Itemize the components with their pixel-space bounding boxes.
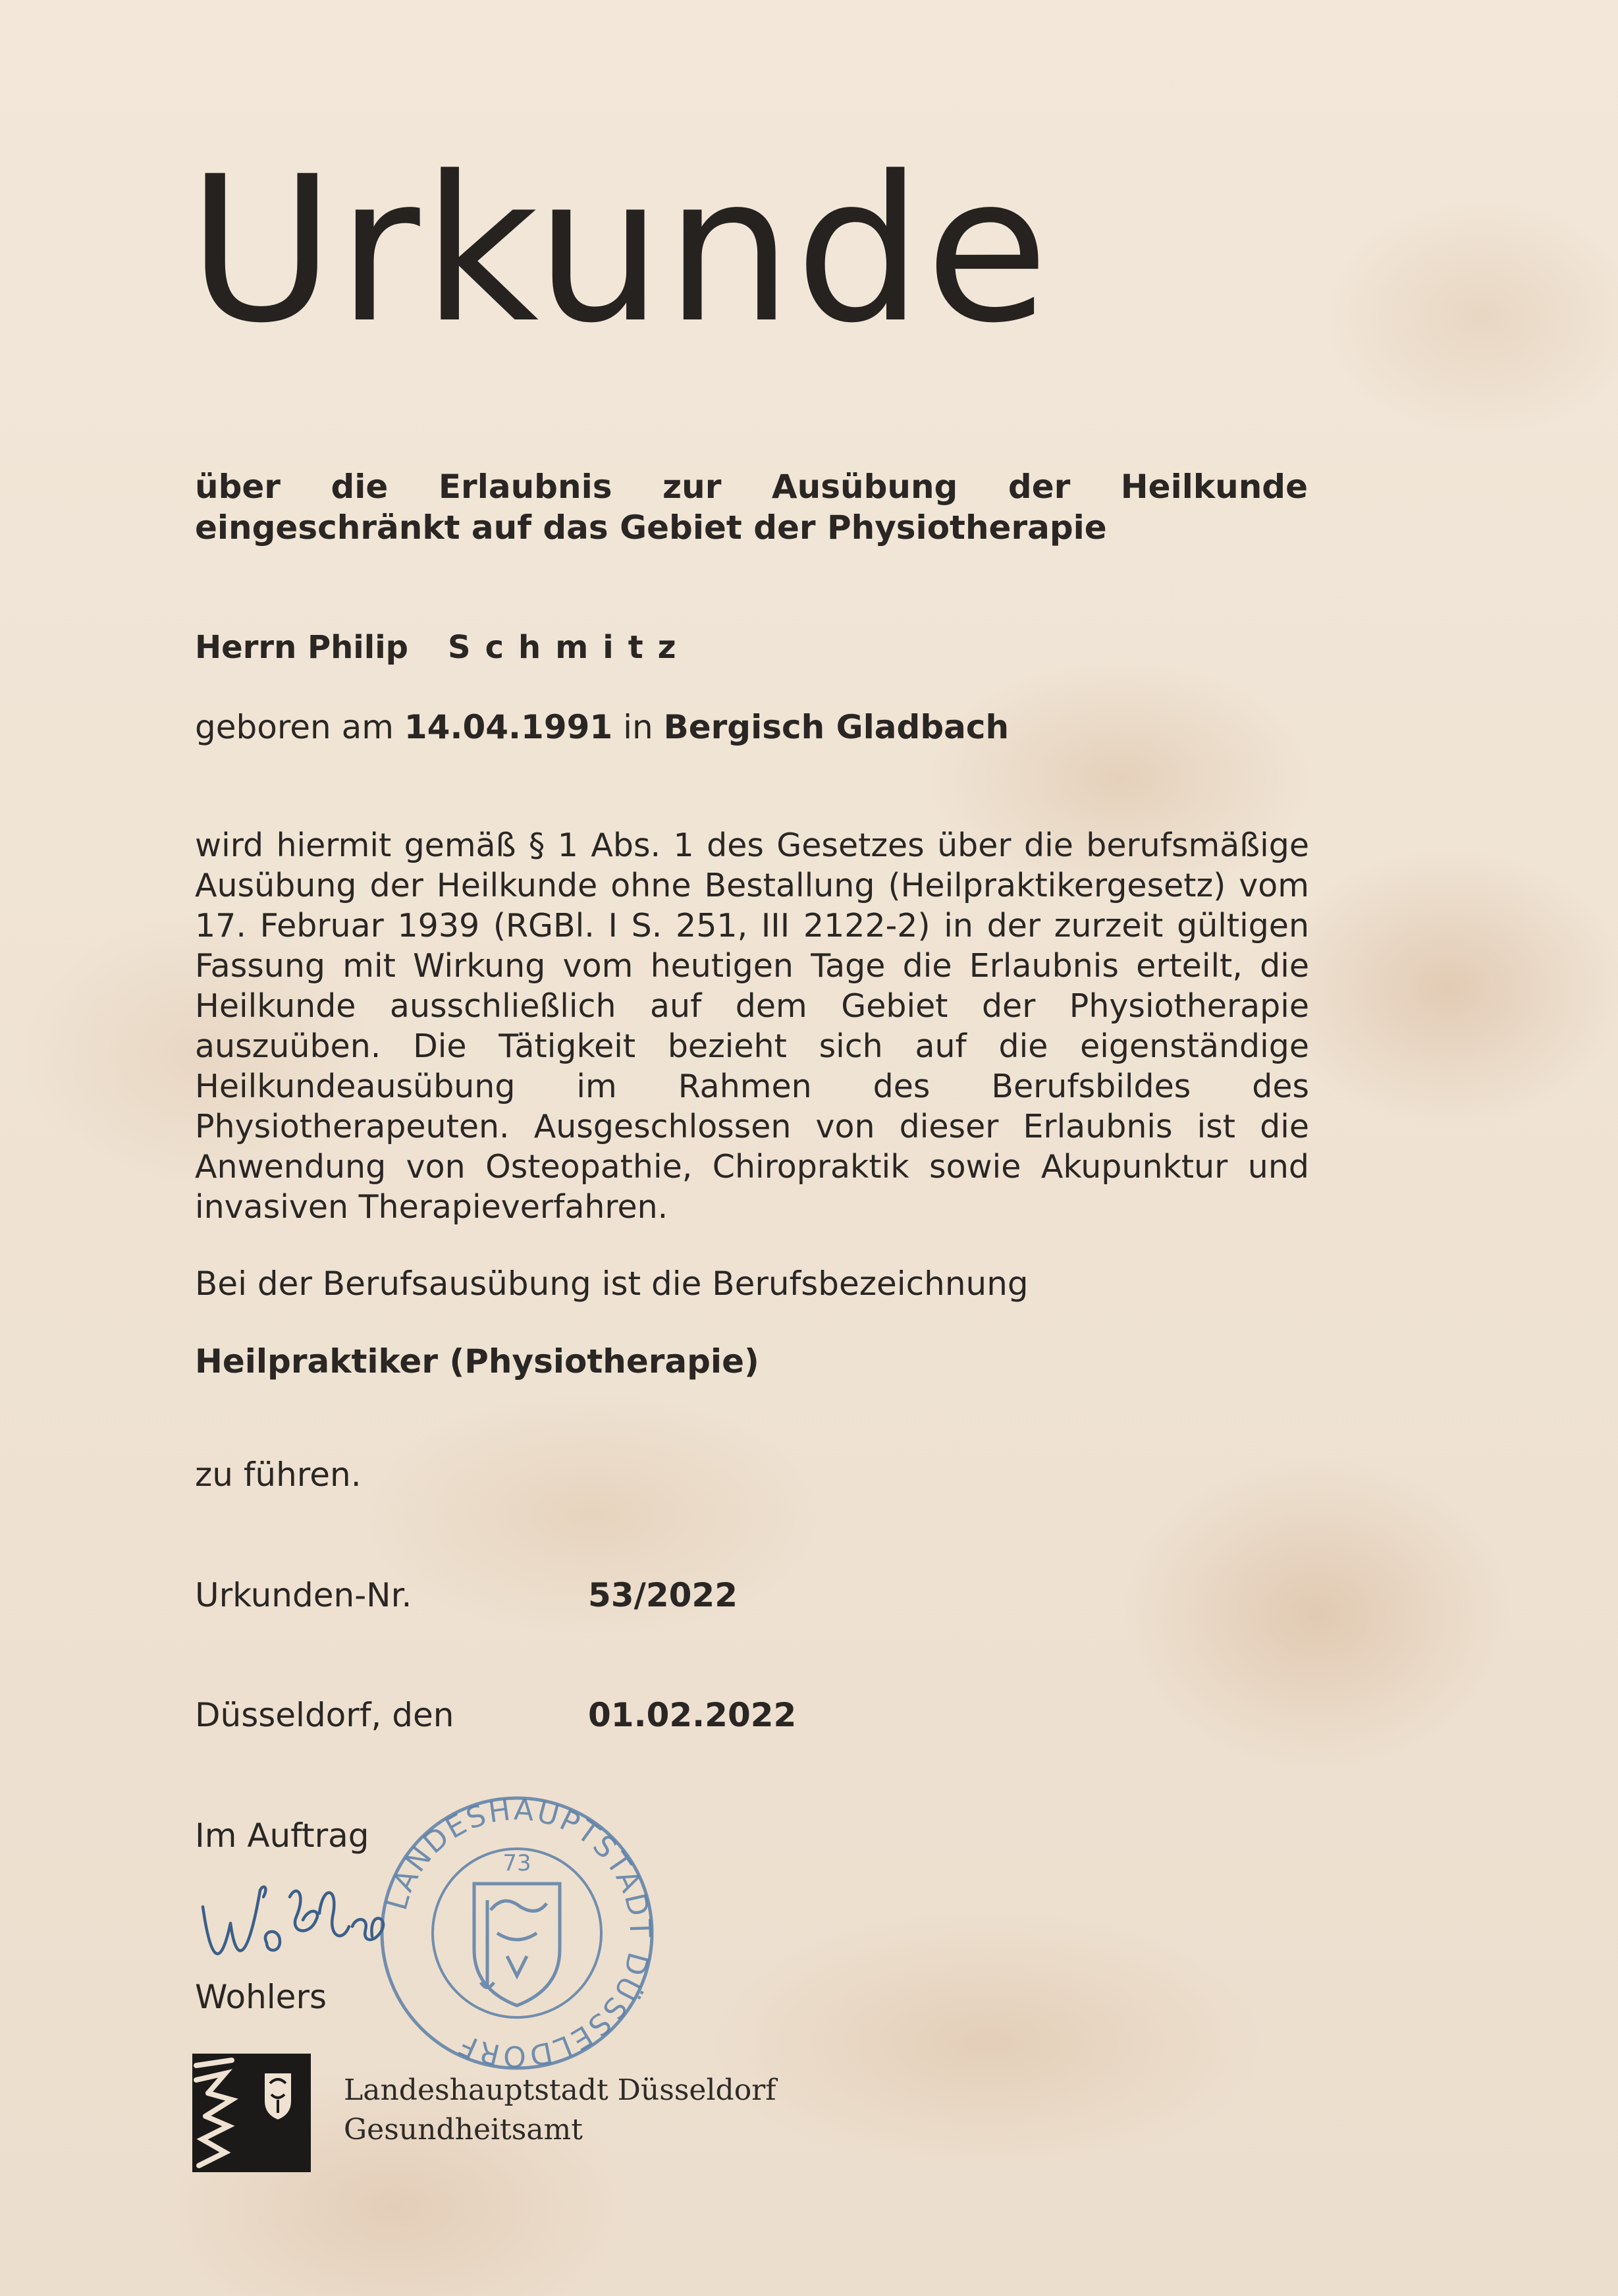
stamp-number: 73 bbox=[502, 1850, 531, 1876]
duesseldorf-logo-icon bbox=[192, 2054, 311, 2172]
recipient-surname: Schmitz bbox=[448, 629, 691, 666]
birth-line bbox=[195, 708, 1009, 746]
issuer-city: Landeshauptstadt Düsseldorf bbox=[344, 2073, 776, 2107]
designation-outro: zu führen. bbox=[195, 1456, 362, 1494]
handwritten-signature bbox=[198, 1871, 395, 1976]
birth-date: 14.04.1991 bbox=[404, 708, 613, 746]
certificate-number-label: Urkunden-Nr. bbox=[195, 1576, 412, 1614]
official-stamp bbox=[375, 1791, 659, 2075]
coat-of-arms-icon bbox=[474, 1884, 560, 2006]
permission-body-text: wird hiermit gemäß § 1 Abs. 1 des Gesetzes über die berufsmäßige Ausübung der Heilkunde ohne Bestallung (Heilpraktikergesetz) vom 17. Februar 1939 (RGBl. I S. 251, III 2122-2) in der zurzeit gültigen Fassung mit Wirkung vom heutigen Tage die Erlaubnis erteilt, die Heilkunde ausschließlich auf dem Gebiet der Physiotherapie auszuüben. Die Tätigkeit bezieht sich auf die eigenständige Heilkundeausübung im Rahmen des Berufsbildes des Physiotherapeuten. Ausgeschlossen von dieser Erlaubnis ist die Anwendung von Osteopathie, Chiropraktik sowie Akupunktur und invasiven Therapieverfahren. bbox=[195, 827, 1309, 1226]
recipient-salutation-first-name: Herrn Philip bbox=[195, 629, 409, 666]
place-date-value: 01.02.2022 bbox=[588, 1696, 797, 1734]
subtitle bbox=[195, 466, 1308, 548]
designation-intro: Bei der Berufsausübung ist die Berufsbezeichnung bbox=[195, 1265, 1029, 1303]
birth-place: Bergisch Gladbach bbox=[663, 708, 1010, 746]
place-date-label: Düsseldorf, den bbox=[195, 1696, 454, 1734]
subtitle-line-1: über die Erlaubnis zur Ausübung der Heilkunde bbox=[195, 468, 1308, 506]
subtitle-line-2: eingeschränkt auf das Gebiet der Physiotherapie bbox=[195, 508, 1107, 547]
birth-in: in bbox=[623, 708, 653, 746]
professional-designation: Heilpraktiker (Physiotherapie) bbox=[195, 1342, 759, 1380]
birth-prefix: geboren am bbox=[195, 708, 394, 746]
issuer-department: Gesundheitsamt bbox=[344, 2113, 583, 2146]
signatory-name: Wohlers bbox=[195, 1978, 327, 2016]
on-behalf-label: Im Auftrag bbox=[195, 1817, 369, 1855]
certificate-number-value: 53/2022 bbox=[588, 1576, 738, 1614]
document-title: Urkunde bbox=[188, 133, 1052, 367]
recipient-name bbox=[195, 629, 691, 666]
stamp-ring-text: LANDESHAUPTSTADT DÜSSELDORF bbox=[379, 1793, 657, 2073]
